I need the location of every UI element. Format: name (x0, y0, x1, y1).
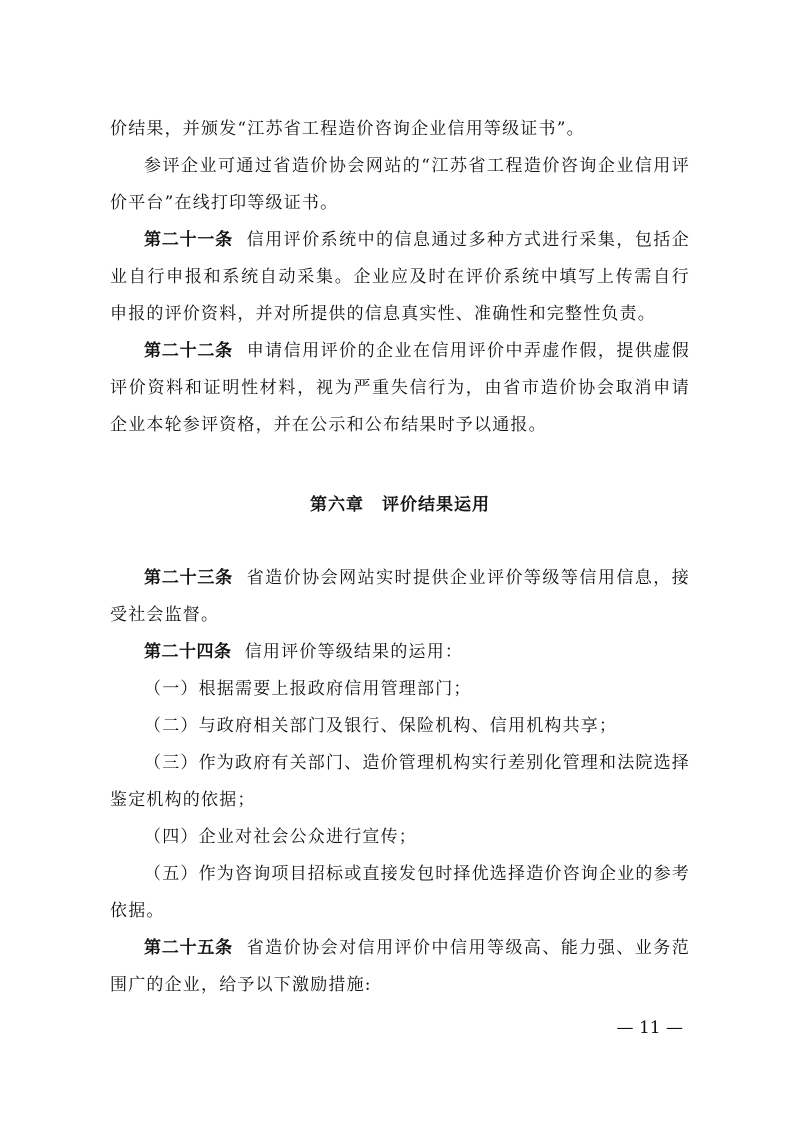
article-text: 申请信用评价的企业在信用评价中弄虚作假，提供虚假评价资料和证明性材料，视为严重失信行为，由省市造价协会取消申请企业本轮参评资格，并在公示和公布结果时予以通报。 (110, 341, 690, 435)
article-23 (110, 560, 690, 634)
list-item-text: （三）作为政府有关部门、造价管理机构实行差别化管理和法院选择鉴定机构的依据； (110, 753, 690, 810)
article-22 (110, 333, 690, 444)
article-text: 信用评价系统中的信息通过多种方式进行采集，包括企业自行申报和系统自动采集。企业应及时在评价系统中填写上传需自行申报的评价资料，并对所提供的信息真实性、准确性和完整性负责。 (110, 230, 690, 324)
paragraph-continuation (110, 111, 690, 148)
list-item-5 (110, 856, 690, 930)
article-number: 第二十三条 (144, 568, 233, 588)
article-24 (110, 634, 690, 671)
list-item-4 (110, 819, 690, 856)
article-number: 第二十四条 (144, 642, 232, 662)
paragraph-text: 价结果，并颁发“江苏省工程造价咨询企业信用等级证书”。 (110, 119, 585, 139)
page-number: — 11 — (616, 1018, 683, 1038)
article-text: 信用评价等级结果的运用： (244, 642, 464, 662)
list-item-text: （一）根据需要上报政府信用管理部门； (144, 679, 472, 699)
article-number: 第二十五条 (144, 938, 233, 958)
chapter-title: 第六章 评价结果运用 (310, 495, 490, 515)
article-25 (110, 930, 690, 1004)
list-item-text: （五）作为咨询项目招标或直接发包时择优选择造价咨询企业的参考依据。 (110, 864, 690, 921)
article-text: 省造价协会对信用评价中信用等级高、能力强、业务范围广的企业，给予以下激励措施: (110, 938, 690, 995)
list-item-text: （二）与政府相关部门及银行、保险机构、信用机构共享； (144, 716, 618, 736)
list-item-3 (110, 745, 690, 819)
article-number: 第二十一条 (144, 230, 233, 250)
list-item-2 (110, 708, 690, 745)
list-item-text: （四）企业对社会公众进行宣传； (144, 827, 417, 847)
article-21 (110, 222, 690, 333)
article-text: 省造价协会网站实时提供企业评价等级等信用信息，接受社会监督。 (110, 568, 690, 625)
list-item-1 (110, 671, 690, 708)
paragraph-print-certificate (110, 148, 690, 222)
paragraph-text: 参评企业可通过省造价协会网站的“江苏省工程造价咨询企业信用评价平台”在线打印等级证书。 (110, 156, 690, 213)
article-number: 第二十二条 (144, 341, 233, 361)
